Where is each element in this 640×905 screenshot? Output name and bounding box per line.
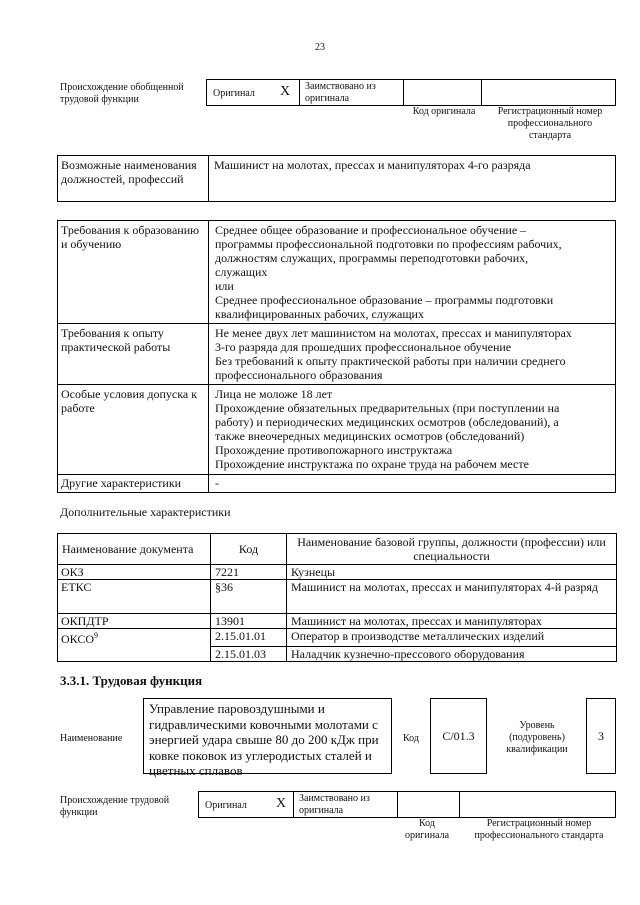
origin-label: Происхождение трудовой функции — [60, 795, 170, 818]
function-name-box — [143, 698, 392, 778]
req-value — [209, 385, 615, 474]
level-value: 3 — [586, 698, 616, 774]
req-line: Прохождение обязательных предварительных (при поступлении на — [215, 401, 560, 415]
req-label: Другие характеристики — [58, 475, 209, 492]
header-code: Код — [211, 534, 287, 565]
req-line: Лица не моложе 18 лет — [215, 387, 333, 401]
req-value — [209, 324, 615, 384]
req-other-row — [58, 475, 615, 492]
req-line: или — [215, 279, 234, 293]
code-cell: 2.15.01.03 — [211, 646, 287, 661]
original-mark: X — [276, 796, 287, 811]
code-label: Код — [403, 733, 419, 744]
req-label: Особые условия допуска к работе — [58, 385, 209, 474]
req-line: квалифицированных рабочих, служащих — [215, 307, 424, 321]
req-line: должностям служащих, программы переподготовки рабочих, — [215, 251, 529, 265]
code-original-caption: Код оригинала — [404, 818, 450, 841]
code-cell: §36 — [211, 580, 287, 614]
req-line: Среднее общее образование и профессиональное обучение – — [215, 223, 527, 237]
name-cell: Машинист на молотах, прессах и манипуляторах — [287, 614, 617, 629]
additional-title: Дополнительные характеристики — [60, 505, 231, 519]
requirements-table — [57, 220, 616, 493]
level-label: Уровень (подуровень) квалификации — [506, 720, 568, 755]
table-row — [58, 646, 617, 661]
req-line: Прохождение противопожарного инструктажа — [215, 443, 453, 457]
req-label: Требования к опыту практической работы — [58, 324, 209, 384]
req-line: Не менее двух лет машинистом на молотах, прессах и манипуляторах — [215, 326, 572, 340]
req-line: работу) и периодических медицинских осмотров (обследований), а — [215, 415, 559, 429]
additional-table — [57, 533, 616, 662]
original-label: Оригинал — [205, 800, 247, 811]
function-name-value: Управление паровоздушными и гидравлическими ковочными молотами с энергией удара свыше 80 до 200 кДж при ковке поковок из углеродистых сталей и цветных сплавов — [149, 701, 379, 778]
header-document: Наименование документа — [58, 534, 211, 565]
possible-names-row — [57, 155, 616, 202]
req-line: служащих — [215, 265, 268, 279]
possible-names-value: Машинист на молотах, прессах и манипуляторах 4-го разряда — [214, 158, 531, 172]
code-cell: 13901 — [211, 614, 287, 629]
code-value: C/01.3 — [430, 698, 487, 774]
req-special-conditions-row — [58, 385, 615, 475]
doc-text: ОКСО — [61, 632, 95, 646]
page-number: 23 — [315, 42, 325, 53]
doc-cell: ЕТКС — [58, 580, 211, 614]
req-line: также внеочередных медицинских осмотров (обследований) — [215, 429, 525, 443]
origin-table — [198, 791, 616, 818]
req-line: программы профессиональной подготовки по профессиям рабочих, — [215, 237, 562, 251]
section-heading: 3.3.1. Трудовая функция — [60, 673, 203, 688]
origin-label: Происхождение обобщенной трудовой функции — [60, 82, 184, 105]
table-row — [58, 565, 617, 580]
req-line: профессионального образования — [215, 368, 383, 382]
header-name: Наименование базовой группы, должности (профессии) или специальности — [287, 534, 617, 565]
table-row — [58, 580, 617, 614]
name-cell: Оператор в производстве металлических изделий — [287, 629, 617, 647]
origin-table — [206, 79, 616, 106]
req-line: Прохождение инструктажа по охране труда на рабочем месте — [215, 457, 529, 471]
doc-cell — [58, 629, 211, 647]
reg-number-caption: Регистрационный номер профессионального стандарта — [497, 106, 603, 141]
req-education-row — [58, 221, 615, 324]
req-line: Без требований к опыту практической работы при наличии среднего — [215, 354, 566, 368]
code-original-caption: Код оригинала — [412, 106, 476, 117]
req-line: 3-го разряда для прошедших профессиональное обучение — [215, 340, 512, 354]
req-value: - — [215, 476, 219, 490]
possible-names-label: Возможные наименования должностей, профессий — [61, 158, 197, 186]
name-cell: Наладчик кузнечно-прессового оборудования — [287, 646, 617, 661]
req-label: Требования к образованию и обучению — [58, 221, 209, 323]
doc-cell — [58, 646, 211, 661]
borrowed-label: Заимствовано из оригинала — [299, 793, 370, 816]
reg-number-caption: Регистрационный номер профессионального стандарта — [474, 818, 604, 841]
original-mark: X — [280, 84, 291, 99]
name-label: Наименование — [60, 733, 123, 744]
code-cell: 7221 — [211, 565, 287, 580]
borrowed-label: Заимствовано из оригинала — [305, 81, 376, 104]
doc-cell: ОКПДТР — [58, 614, 211, 629]
req-line: Среднее профессиональное образование – программы подготовки — [215, 293, 554, 307]
name-cell: Машинист на молотах, прессах и манипуляторах 4-й разряд — [287, 580, 617, 614]
table-row — [58, 614, 617, 629]
code-cell: 2.15.01.01 — [211, 629, 287, 647]
original-label: Оригинал — [213, 88, 255, 99]
table-row — [58, 629, 617, 647]
footnote-mark: 9 — [94, 631, 99, 640]
doc-cell: ОКЗ — [58, 565, 211, 580]
req-experience-row — [58, 324, 615, 385]
name-cell: Кузнецы — [287, 565, 617, 580]
req-value — [209, 221, 615, 323]
